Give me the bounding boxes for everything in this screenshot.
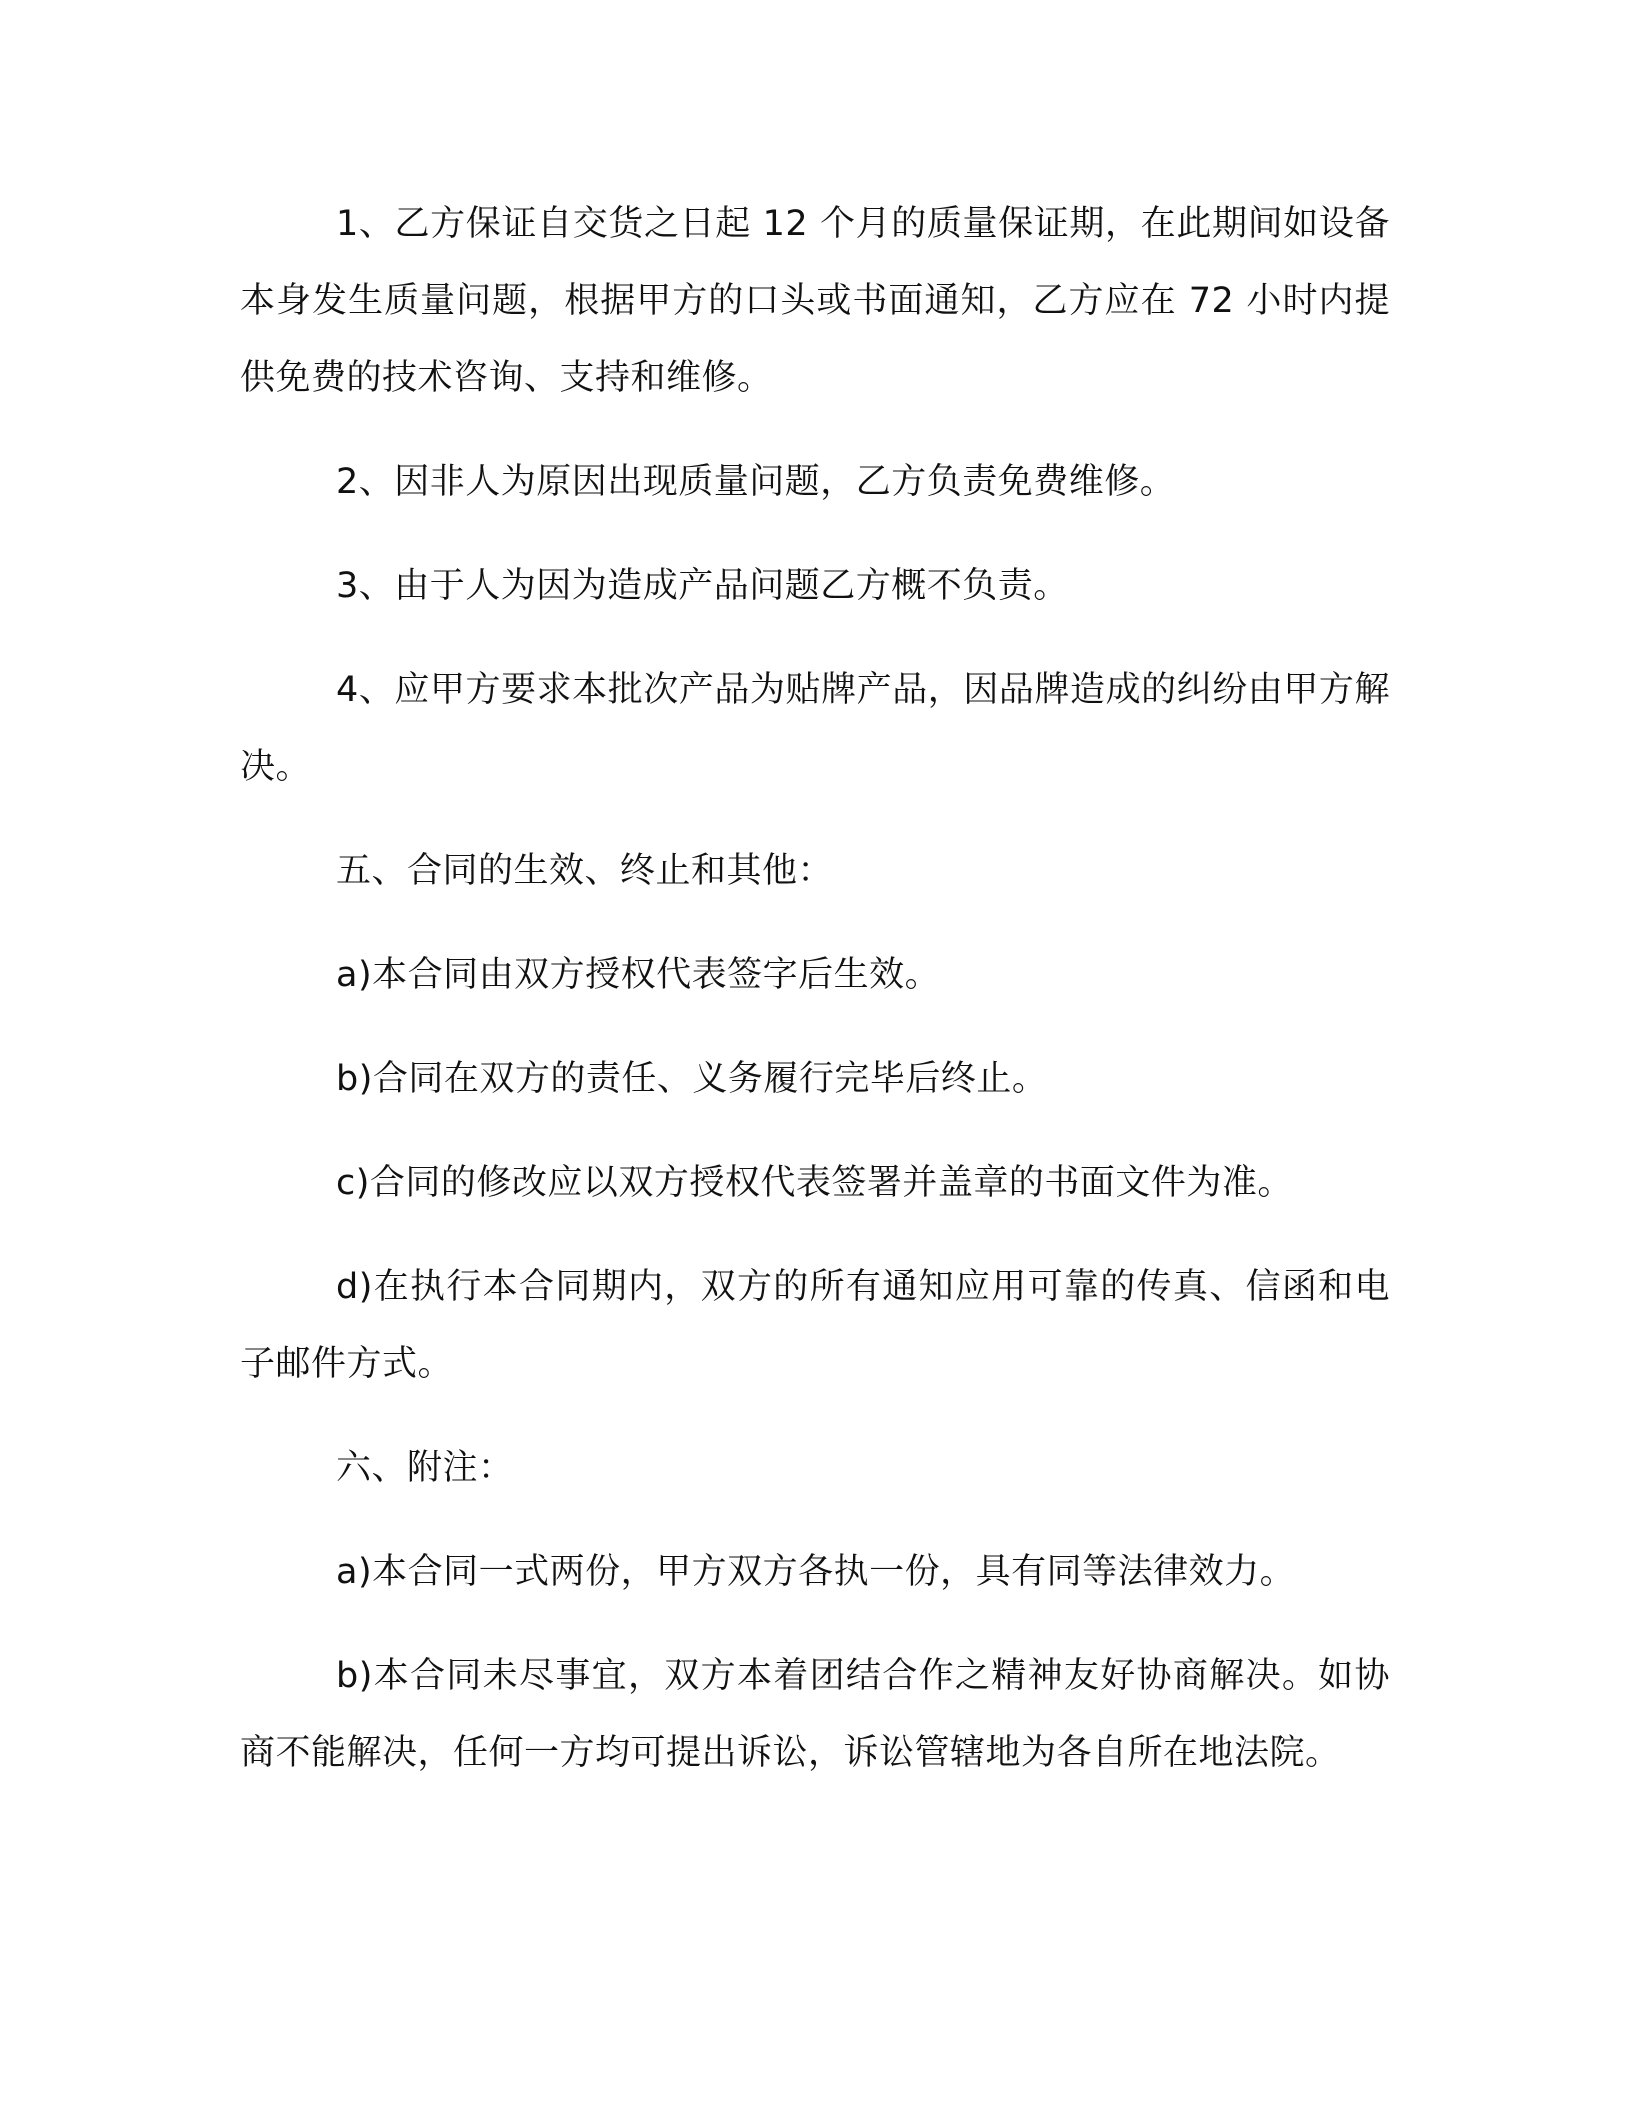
clause-human-damage: 3、由于人为因为造成产品问题乙方概不负责。 xyxy=(336,566,1069,606)
clause-notices: d)在执行本合同期内，双方的所有通知应用可靠的传真、信函和电子邮件方式。 xyxy=(240,1267,1390,1384)
document-body xyxy=(240,186,1390,1819)
clause-warranty-period: 1、乙方保证自交货之日起 12 个月的质量保证期，在此期间如设备本身发生质量问题，根据甲方的口头或书面通知，乙方应在 72 小时内提供免费的技术咨询、支持和维修。 xyxy=(240,204,1390,398)
clause-dispute-resolution: b)本合同未尽事宜，双方本着团结合作之精神友好协商解决。如协商不能解决，任何一方均可提出诉讼，诉讼管辖地为各自所在地法院。 xyxy=(240,1656,1390,1773)
clause-amendment: c)合同的修改应以双方授权代表签署并盖章的书面文件为准。 xyxy=(336,1163,1293,1203)
clause-oem-brand: 4、应甲方要求本批次产品为贴牌产品，因品牌造成的纠纷由甲方解决。 xyxy=(240,670,1390,787)
section-heading-effect-termination: 五、合同的生效、终止和其他： xyxy=(336,851,834,891)
clause-copies: a)本合同一式两份，甲方双方各执一份，具有同等法律效力。 xyxy=(336,1552,1296,1592)
clause-termination: b)合同在双方的责任、义务履行完毕后终止。 xyxy=(336,1059,1048,1099)
clause-effective: a)本合同由双方授权代表签字后生效。 xyxy=(336,955,941,995)
section-heading-notes: 六、附注： xyxy=(336,1448,514,1488)
clause-free-repair: 2、因非人为原因出现质量问题，乙方负责免费维修。 xyxy=(336,462,1176,502)
